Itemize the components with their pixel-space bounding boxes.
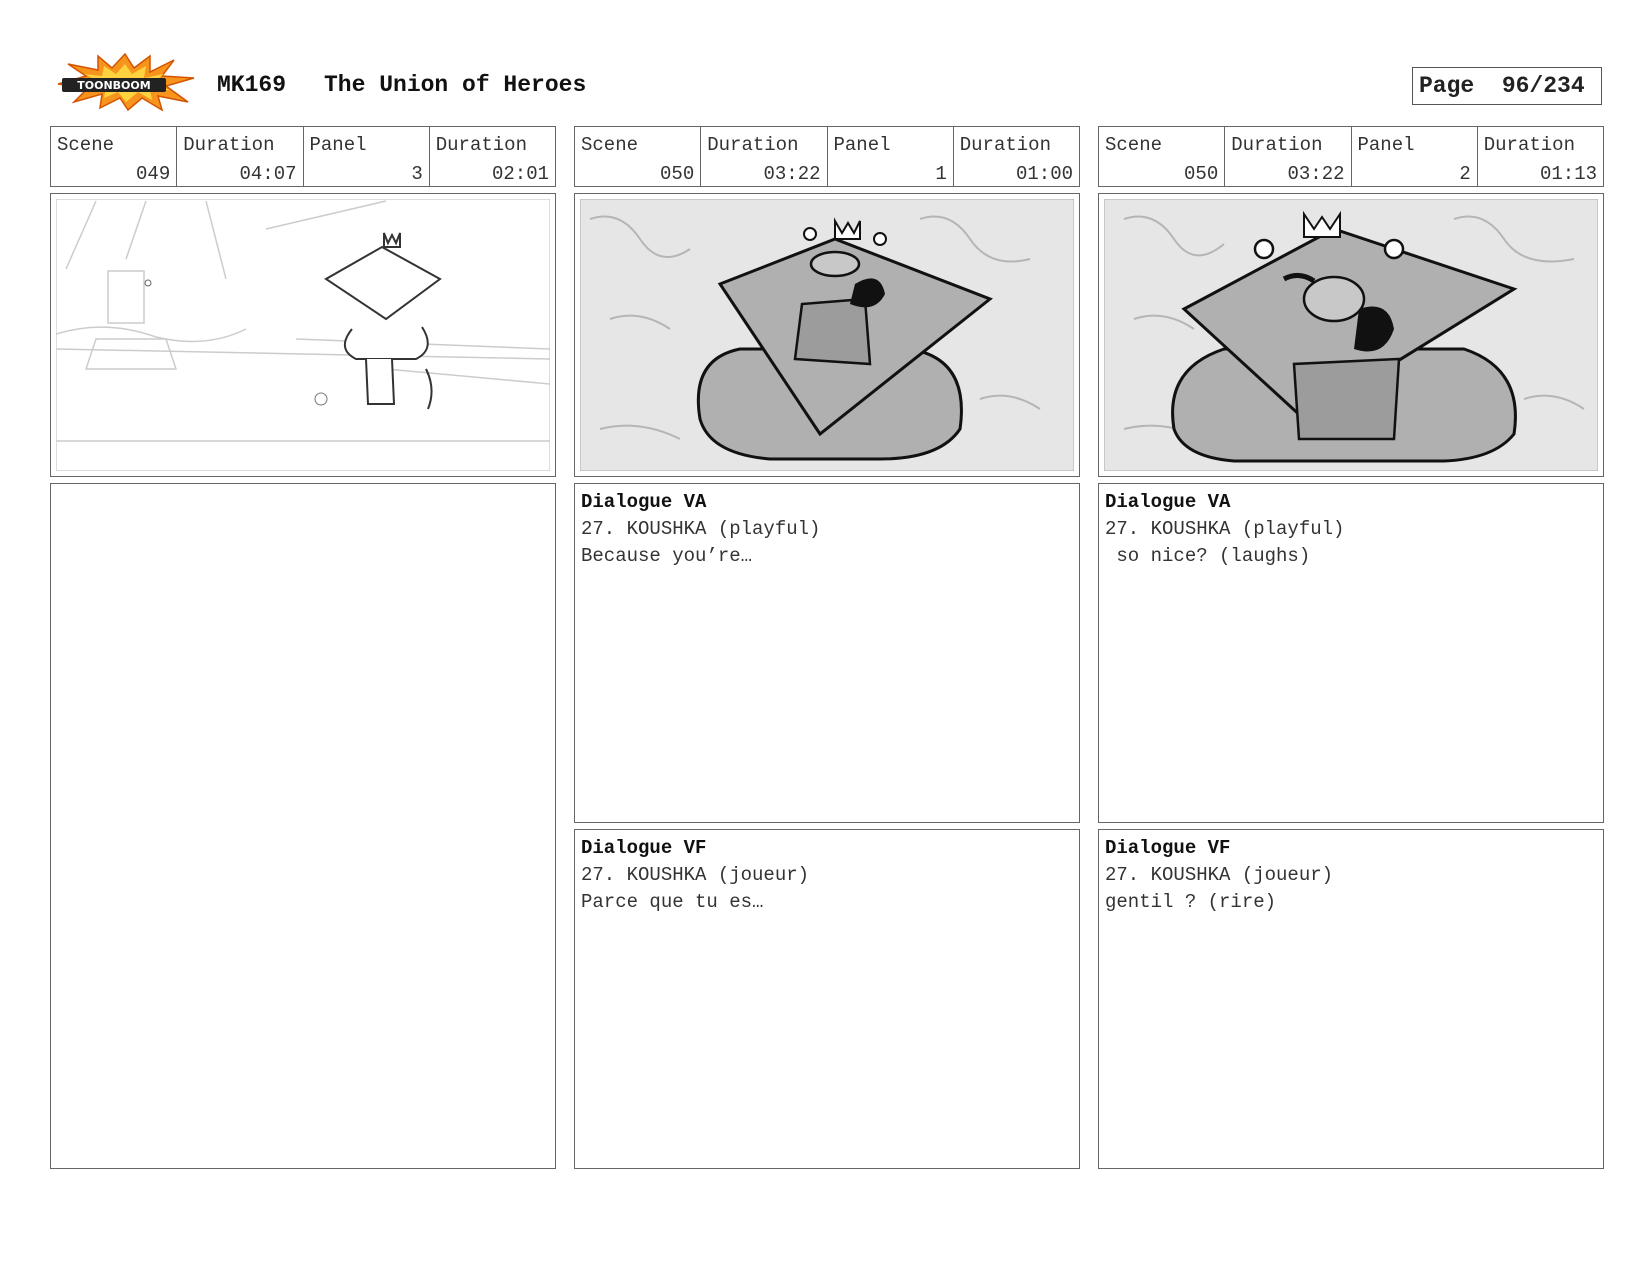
storyboard-sketch xyxy=(56,199,550,471)
panel-header xyxy=(50,126,556,187)
panel-column-1 xyxy=(50,126,556,187)
panel-duration-label: Duration xyxy=(959,134,1051,156)
dialogue-character-line: 27. KOUSHKA (joueur) xyxy=(581,864,810,886)
empty-notes-box xyxy=(50,483,556,1169)
storyboard-sketch xyxy=(1104,199,1598,471)
scene-duration-value: 04:07 xyxy=(239,163,297,185)
page-label: Page xyxy=(1419,73,1475,99)
storyboard-sketch xyxy=(580,199,1074,471)
project-title: The Union of Heroes xyxy=(324,72,587,98)
scene-value: 050 xyxy=(1184,163,1219,185)
dialogue-text: Because you’re… xyxy=(581,545,753,567)
scene-duration-value: 03:22 xyxy=(763,163,821,185)
dialogue-text: Parce que tu es… xyxy=(581,891,764,913)
dialogue-text: gentil ? (rire) xyxy=(1105,891,1277,913)
panel-frame-image xyxy=(1098,193,1604,477)
scene-label: Scene xyxy=(57,134,115,156)
panel-label: Panel xyxy=(833,134,891,156)
panel-value: 2 xyxy=(1459,163,1471,185)
panel-header xyxy=(574,126,1080,187)
scene-duration-label: Duration xyxy=(183,134,275,156)
logo-text: TOONBOOM xyxy=(77,79,151,92)
dialogue-text: so nice? (laughs) xyxy=(1105,545,1311,567)
panel-frame-image xyxy=(50,193,556,477)
panel-label: Panel xyxy=(1357,134,1415,156)
panel-header xyxy=(1098,126,1604,187)
dialogue-va-box xyxy=(574,483,1080,823)
panel-column-2 xyxy=(574,126,1080,913)
page-value: 96/234 xyxy=(1501,73,1585,99)
panel-value: 3 xyxy=(411,163,423,185)
scene-label: Scene xyxy=(581,134,639,156)
panel-label: Panel xyxy=(309,134,367,156)
scene-duration-label: Duration xyxy=(707,134,799,156)
dialogue-vf-box xyxy=(1098,829,1604,1169)
panel-duration-label: Duration xyxy=(1483,134,1575,156)
panel-duration-label: Duration xyxy=(435,134,527,156)
scene-value: 049 xyxy=(136,163,171,185)
dialogue-heading: Dialogue VF xyxy=(1105,837,1231,859)
dialogue-character-line: 27. KOUSHKA (joueur) xyxy=(1105,864,1334,886)
scene-label: Scene xyxy=(1105,134,1163,156)
dialogue-va-box xyxy=(1098,483,1604,823)
panel-column-3 xyxy=(1098,126,1604,913)
panel-duration-value: 01:00 xyxy=(1015,163,1073,185)
project-code: MK169 xyxy=(217,72,287,98)
dialogue-heading: Dialogue VF xyxy=(581,837,707,859)
panel-duration-value: 02:01 xyxy=(491,163,549,185)
dialogue-vf-box xyxy=(574,829,1080,1169)
scene-duration-value: 03:22 xyxy=(1287,163,1345,185)
dialogue-character-line: 27. KOUSHKA (playful) xyxy=(581,518,821,540)
dialogue-heading: Dialogue VA xyxy=(581,491,707,513)
dialogue-character-line: 27. KOUSHKA (playful) xyxy=(1105,518,1345,540)
panel-frame-image xyxy=(574,193,1080,477)
dialogue-heading: Dialogue VA xyxy=(1105,491,1231,513)
panel-value: 1 xyxy=(935,163,947,185)
panel-duration-value: 01:13 xyxy=(1539,163,1597,185)
page-number-box xyxy=(1412,67,1602,105)
scene-value: 050 xyxy=(660,163,695,185)
scene-duration-label: Duration xyxy=(1231,134,1323,156)
toonboom-logo xyxy=(54,52,196,112)
